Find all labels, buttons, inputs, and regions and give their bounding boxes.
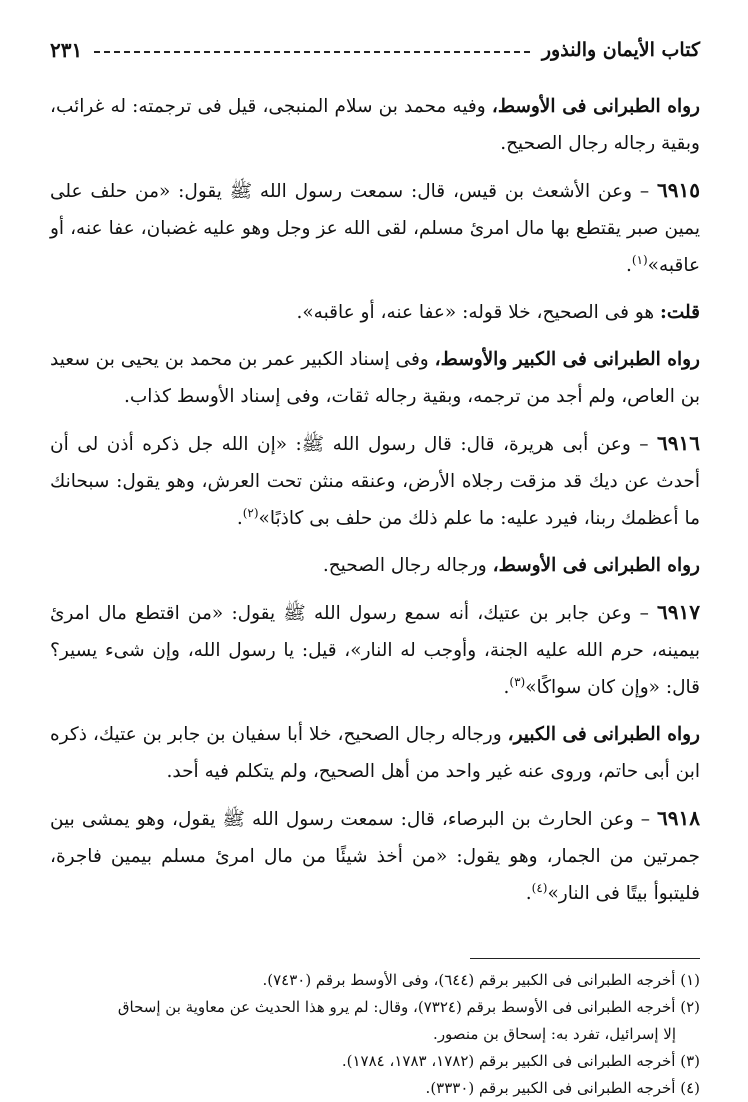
paragraph-6: رواه الطبرانى فى الأوسط، ورجاله رجال الصحيح. — [322, 555, 700, 576]
footnote-1: (١) أخرجه الطبرانى فى الكبير برقم (٦٤٤)، وفى الأوسط برقم (٧٤٣٠). — [262, 971, 700, 989]
note-label: قلت: — [660, 302, 700, 323]
footnote-2: (٢) أخرجه الطبرانى فى الأوسط برقم (٧٣٢٤)، وقال: لم يرو هذا الحديث عن معاوية بن إسحاق — [117, 998, 700, 1016]
hadith-number: ٦٩١٦ — [657, 431, 700, 455]
hadith-6916: ٦٩١٦ – وعن أبى هريرة، قال: قال رسول الله ﷺ: «إن الله جل ذكره أذن لى أن أحدث عن ديك قد مزقت رجلاه الأرض، وعنقه منثن تحت العرش، وهو يقول: سبحانك ما أعظمك ربنا، فيرد عليه: ما علم ذلك من حلف بى كاذبًا»$^{(٢)}$. — [50, 431, 700, 529]
source-label: رواه الطبرانى فى الكبير والأوسط، — [434, 349, 700, 370]
source-label: رواه الطبرانى فى الأوسط، — [491, 96, 700, 117]
document-page — [50, 30, 700, 1097]
paragraph-4: رواه الطبرانى فى الكبير والأوسط، وفى إسناد الكبير عمر بن محمد بن يحيى بن سعيد بن العاص، ولم أجد من ترجمه، وبقية رجاله ثقات، وفى إسناد الأوسط كذاب. — [50, 349, 700, 407]
footnote-separator — [470, 958, 700, 959]
paragraph-1: رواه الطبرانى فى الأوسط، وفيه محمد بن سلام المنبجى، قيل فى ترجمته: له غرائب، وبقية رجاله رجال الصحيح. — [50, 96, 700, 154]
hadith-6918: ٦٩١٨ – وعن الحارث بن البرصاء، قال: سمعت رسول الله ﷺ يقول، وهو يمشى بين جمرتين من الجمار، وهو يقول: «من أخذ شيئًا من مال امرئ مسلم بيمين فاجرة، فليتبوأ بيتًا فى النار»$^{(٤)}$. — [50, 806, 700, 904]
hadith-number: ٦٩١٨ — [657, 806, 700, 830]
footnote-4: (٤) أخرجه الطبرانى فى الكبير برقم (٣٣٣٠). — [425, 1079, 700, 1097]
footnote-ref: (١) — [631, 252, 648, 267]
chapter-title: كتاب الأيمان والنذور — [541, 39, 700, 61]
source-label: رواه الطبرانى فى الكبير، — [507, 724, 700, 745]
hadith-6915: ٦٩١٥ – وعن الأشعث بن قيس، قال: سمعت رسول الله ﷺ يقول: «من حلف على يمين صبر يقتطع بها مال امرئ مسلم، لقى الله عز وجل وهو عليه غضبان، عفا عنه، أو عاقبه»$^{(١)}$. — [50, 178, 700, 276]
main-text — [50, 88, 700, 912]
footnote-ref: (٢) — [242, 505, 259, 520]
page-header — [50, 30, 700, 70]
source-label: رواه الطبرانى فى الأوسط، — [492, 555, 700, 576]
footnote-ref: (٤) — [531, 880, 548, 895]
footnote-2-continued: إلا إسرائيل، تفرد به: إسحاق بن منصور. — [433, 1025, 676, 1043]
page-number: ٢٣١ — [50, 38, 83, 62]
paragraph-8: رواه الطبرانى فى الكبير، ورجاله رجال الصحيح، خلا أبا سفيان بن جابر بن عتيك، ذكره ابن أبى حاتم، وروى عنه غير واحد من أهل الصحيح، ولم يتكلم فيه أحد. — [50, 724, 700, 782]
paragraph-note: قلت: هو فى الصحيح، خلا قوله: «عفا عنه، أو عاقبه». — [296, 302, 700, 323]
footnote-ref: (٣) — [509, 674, 526, 689]
footnotes — [50, 967, 700, 1102]
header-rule — [94, 51, 530, 53]
footnote-3: (٣) أخرجه الطبرانى فى الكبير برقم (١٧٨٢، ١٧٨٣، ١٧٨٤). — [341, 1052, 700, 1070]
hadith-6917: ٦٩١٧ – وعن جابر بن عتيك، أنه سمع رسول الله ﷺ يقول: «من اقتطع مال امرئ بيمينه، حرم الله عليه الجنة، وأوجب له النار»، قيل: يا رسول الله، وإن شىء يسير؟ قال: «وإن كان سواكًا»$^{(٣)}$. — [50, 600, 700, 698]
hadith-number: ٦٩١٥ — [657, 178, 700, 202]
hadith-number: ٦٩١٧ — [657, 600, 700, 624]
